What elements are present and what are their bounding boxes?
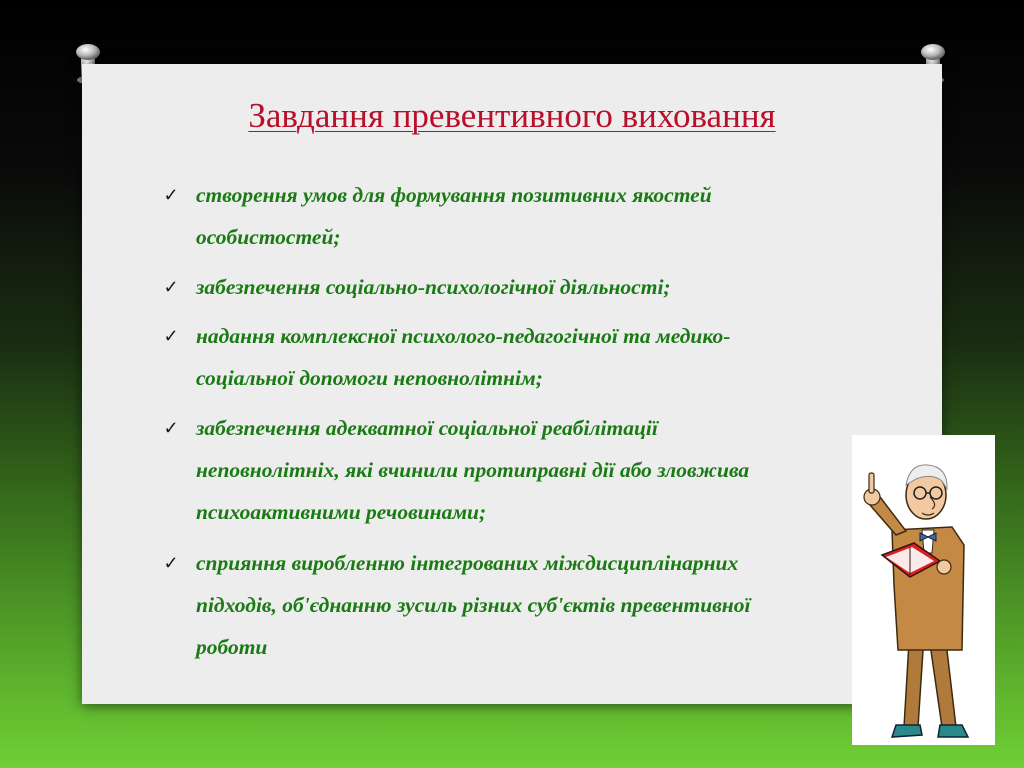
bullet-line: надання комплексної психолого-педагогічної та медико- [196, 324, 731, 348]
bullet-line: соціальної допомоги неповнолітнім; [196, 366, 543, 390]
check-mark-icon: ✓ [163, 418, 179, 438]
check-mark-icon: ✓ [163, 185, 179, 205]
check-mark-icon: ✓ [163, 553, 179, 573]
check-mark-icon: ✓ [163, 326, 179, 346]
bullet-item [163, 174, 712, 258]
bullet-line: створення умов для формування позитивних якостей [196, 183, 712, 207]
slide-title: Завдання превентивного виховання [248, 96, 776, 135]
bullet-item [163, 315, 731, 399]
bullet-line: психоактивними речовинами; [196, 500, 487, 524]
bullet-line: роботи [196, 635, 268, 659]
bullet-line: підходів, об'єднанню зусиль різних суб'єктів превентивної [196, 593, 751, 617]
bullet-line: забезпечення соціально-психологічної діяльності; [196, 275, 671, 299]
bullet-line: особистостей; [196, 225, 341, 249]
bullet-item [163, 542, 751, 668]
bullet-item [163, 266, 671, 308]
check-mark-icon: ✓ [163, 277, 179, 297]
bullet-line: неповнолітніх, які вчинили протиправні дії або зловжива [196, 458, 750, 482]
teacher-illustration [852, 435, 995, 745]
bullet-line: забезпечення адекватної соціальної реабілітації [196, 416, 658, 440]
bullet-line: сприяння виробленню інтегрованих міждисциплінарних [196, 551, 739, 575]
bullet-item [163, 407, 750, 533]
